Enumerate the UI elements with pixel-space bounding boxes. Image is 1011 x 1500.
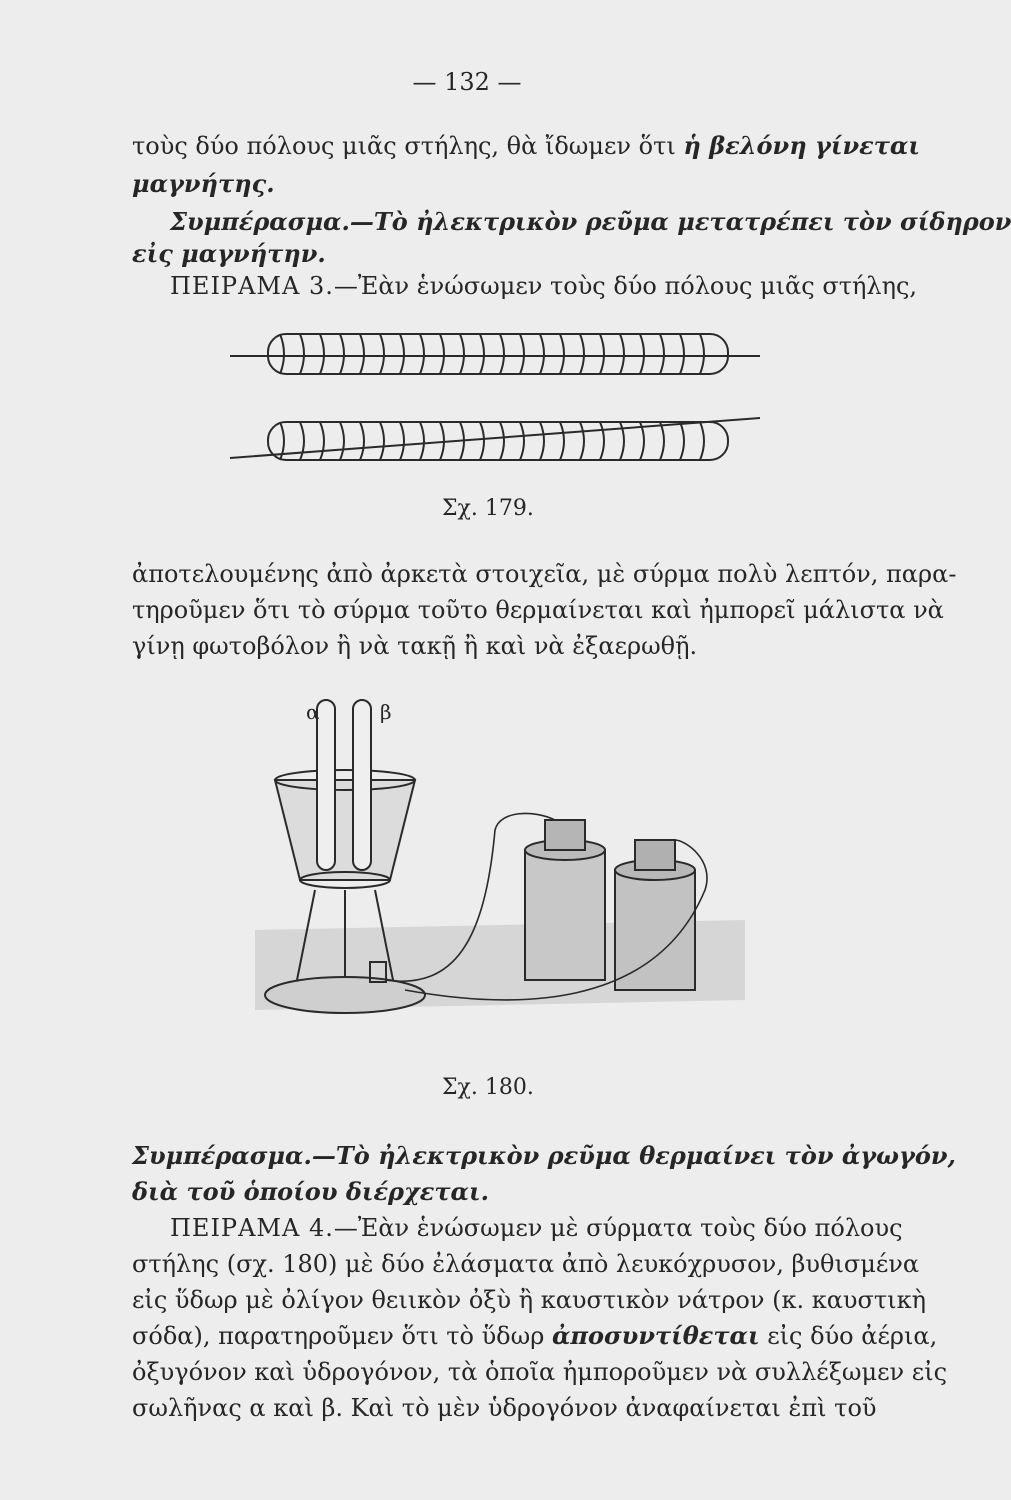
text-line-7: τηροῦμεν ὅτι τὸ σύρμα τοῦτο θερμαίνεται καὶ ἠμπορεῖ μάλιστα νὰ — [132, 596, 944, 624]
text-line-16: σωλῆνας α καὶ β. Καὶ τὸ μὲν ὑδρογόνον ἀναφαίνεται ἐπὶ τοῦ — [132, 1394, 877, 1422]
tube-a-label: α — [306, 700, 320, 724]
experiment-4-text: —Ἐὰν ἑνώσωμεν μὲ σύρματα τοὺς δύο πόλους — [333, 1214, 903, 1242]
experiment-3-label: ΠΕΙΡΑΜΑ 3. — [170, 272, 334, 300]
line-14-text-b: εἰς δύο ἀέρια, — [759, 1322, 938, 1350]
figure-180-electrolysis — [255, 690, 745, 1060]
text-line-12: στήλης (σχ. 180) μὲ δύο ἐλάσματα ἀπὸ λευκόχρυσον, βυθισμένα — [132, 1250, 920, 1278]
conclusion-2 — [132, 1140, 956, 1172]
line-1-italic: ἡ βελόνη γίνεται — [683, 131, 920, 160]
experiment-4-label: ΠΕΙΡΑΜΑ 4. — [170, 1214, 334, 1242]
experiment-3-text: —Ἐὰν ἑνώσωμεν τοὺς δύο πόλους μιᾶς στήλης, — [333, 272, 918, 300]
test-tube-a — [317, 700, 335, 870]
conclusion-2-label: Συμπέρασμα. — [132, 1141, 312, 1170]
text-line-8: γίνῃ φωτοβόλον ἢ νὰ τακῇ ἢ καὶ νὰ ἐξαερωθῇ. — [132, 632, 698, 660]
text-line-2: μαγνήτης. — [132, 169, 275, 198]
text-line-4: εἰς μαγνήτην. — [132, 239, 326, 268]
conclusion-2-text: —Τὸ ἠλεκτρικὸν ρεῦμα θερμαίνει τὸν ἀγωγόν, — [311, 1141, 956, 1170]
text-line-10: διὰ τοῦ ὁποίου διέρχεται. — [132, 1177, 489, 1206]
figure-180-caption: Σχ. 180. — [442, 1075, 534, 1100]
line-14-text-a: σόδα), παρατηροῦμεν ὅτι τὸ ὕδωρ — [132, 1322, 552, 1350]
coil-1-turns — [280, 334, 704, 374]
figure-179-coils — [220, 320, 770, 470]
experiment-3-heading — [170, 270, 918, 302]
figure-179-caption: Σχ. 179. — [442, 496, 534, 521]
conclusion-1-label: Συμπέρασμα. — [170, 207, 350, 236]
text-line-13: εἰς ὕδωρ μὲ ὀλίγον θειικὸν ὀξὺ ἢ καυστικὸν νάτρον (κ. καυστικὴ — [132, 1286, 926, 1314]
line-1-text: τοὺς δύο πόλους μιᾶς στήλης, θὰ ἴδωμεν ὅτι — [132, 132, 684, 160]
conclusion-1-text: —Τὸ ἠλεκτρικὸν ρεῦμα μετατρέπει τὸν σίδηρον — [349, 207, 1011, 236]
tube-b-label: β — [380, 700, 392, 724]
line-14-italic: ἀποσυντίθεται — [551, 1321, 760, 1350]
text-line-14 — [132, 1320, 938, 1352]
test-tube-b — [353, 700, 371, 870]
page-number: — 132 — — [412, 68, 522, 96]
conclusion-1 — [170, 206, 1011, 238]
text-line-15: ὀξυγόνον καὶ ὑδρογόνον, τὰ ὁποῖα ἠμποροῦμεν νὰ συλλέξωμεν εἰς — [132, 1358, 948, 1386]
experiment-4-heading — [170, 1212, 903, 1244]
text-line-1 — [132, 130, 920, 162]
text-line-6: ἀποτελουμένης ἀπὸ ἀρκετὰ στοιχεῖα, μὲ σύρμα πολὺ λεπτόν, παρα- — [132, 560, 957, 588]
